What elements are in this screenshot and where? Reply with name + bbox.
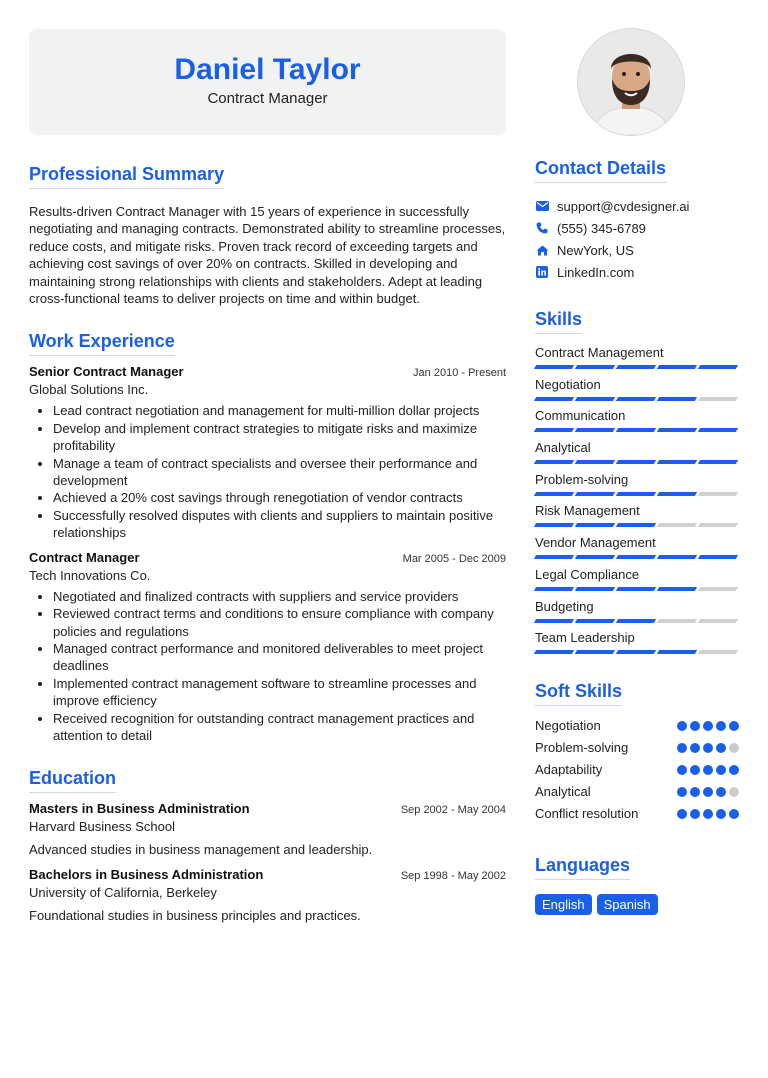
job-bullets (29, 402, 506, 541)
skill-level-segment (698, 650, 738, 654)
skill-item (535, 407, 739, 439)
job-bullet: • Manage a team of contract specialists and oversee their performance and development (53, 455, 506, 490)
job-bullet: • Negotiated and finalized contracts with suppliers and service providers (53, 588, 506, 605)
job-company: Global Solutions Inc. (29, 382, 149, 398)
skill-item (535, 502, 739, 534)
avatar-portrait (578, 29, 684, 135)
main-column (29, 164, 506, 923)
rating-dot (703, 743, 713, 753)
skill-level-bar (535, 492, 739, 496)
skill-item (535, 566, 739, 598)
skill-item (535, 439, 739, 471)
skill-level-segment (575, 619, 615, 623)
job-entry (29, 550, 506, 745)
skill-level-segment (657, 460, 697, 464)
contact-location-text: NewYork, US (557, 242, 634, 258)
rating-dot (703, 809, 713, 819)
skill-level-segment (657, 587, 697, 591)
skill-level-segment (534, 397, 574, 401)
soft-skill-item (535, 803, 739, 825)
resume-header (29, 29, 506, 135)
skill-level-segment (575, 523, 615, 527)
skill-level-segment (657, 365, 697, 369)
summary-heading: Professional Summary (29, 164, 224, 189)
contact-location (535, 239, 739, 261)
soft-skill-item (535, 781, 739, 803)
rating-dot (716, 787, 726, 797)
soft-skills-heading: Soft Skills (535, 681, 622, 706)
languages-list (535, 894, 739, 915)
education-date: Sep 1998 - May 2002 (400, 870, 506, 883)
soft-skill-label: Conflict resolution (535, 806, 639, 822)
skill-level-bar (535, 619, 739, 623)
rating-dot (716, 809, 726, 819)
rating-dot (716, 743, 726, 753)
job-bullet: • Reviewed contract terms and conditions to ensure compliance with company policies and regulations (53, 605, 506, 640)
soft-skills-list (535, 715, 739, 825)
skill-level-segment (698, 428, 738, 432)
skill-level-segment (575, 460, 615, 464)
soft-skill-label: Problem-solving (535, 740, 629, 756)
skill-item (535, 376, 739, 408)
skill-level-segment (534, 523, 574, 527)
skill-label: Contract Management (535, 345, 664, 360)
skill-level-segment (575, 428, 615, 432)
candidate-title: Contract Manager (207, 90, 328, 107)
job-role: Contract Manager (29, 549, 140, 565)
skill-level-bar (535, 650, 739, 654)
job-bullet: • Successfully resolved disputes with clients and suppliers to maintain positive relationships (53, 507, 506, 542)
rating-dot (690, 743, 700, 753)
skill-label: Budgeting (535, 598, 594, 614)
education-date: Sep 2002 - May 2004 (400, 804, 506, 817)
job-bullet: • Lead contract negotiation and management for multi-million dollar projects (53, 402, 506, 419)
skill-label: Vendor Management (535, 535, 656, 551)
contact-phone[interactable] (535, 217, 739, 239)
skill-level-segment (657, 555, 697, 559)
skill-level-segment (698, 555, 738, 559)
skill-level-segment (575, 397, 615, 401)
skill-level-segment (616, 397, 656, 401)
skill-level-segment (616, 365, 656, 369)
experience-section (29, 331, 506, 744)
contact-heading: Contact Details (535, 158, 667, 183)
job-bullet: • Develop and implement contract strategies to mitigate risks and maximize profitability (53, 420, 506, 455)
skill-level-segment (698, 523, 738, 527)
rating-dot (677, 743, 687, 753)
skill-level-segment (616, 428, 656, 432)
skill-level-segment (575, 587, 615, 591)
skill-level-segment (534, 587, 574, 591)
skill-item (535, 598, 739, 630)
skill-label: Team Leadership (535, 630, 635, 646)
skill-level-segment (575, 650, 615, 654)
skill-level-segment (616, 555, 656, 559)
education-description: Advanced studies in business management and leadership. (29, 842, 373, 858)
skill-level-bar (535, 460, 739, 464)
summary-text: Results-driven Contract Manager with 15 years of experience in successfully negotiating and managing contracts. Demonstrated ability to streamline processes, reduce costs, and mitigate risks. Proven track record of exceeding targets and achieving cost savings of over 20% on contracts. Skilled in developing and maintaining strong relationships with clients and stakeholders. Adept at leading cross-functional teams to deliver projects on time and within budget. (29, 204, 506, 307)
rating-dot (729, 765, 739, 775)
degree: Bachelors in Business Administration (29, 867, 264, 883)
skill-level-segment (575, 555, 615, 559)
rating-dot (716, 721, 726, 731)
job-entry (29, 364, 506, 541)
soft-skill-label: Analytical (535, 784, 591, 800)
rating-dot (729, 743, 739, 753)
job-date: Jan 2010 - Present (413, 367, 506, 380)
skill-level-segment (698, 492, 738, 496)
skill-level-segment (657, 619, 697, 623)
skill-label: Analytical (535, 440, 591, 456)
candidate-name: Daniel Taylor (174, 53, 361, 86)
skill-level-bar (535, 428, 739, 432)
rating-dot (703, 721, 713, 731)
rating-dot (690, 787, 700, 797)
rating-dot (729, 721, 739, 731)
languages-heading: Languages (535, 855, 630, 880)
linkedin-icon (535, 265, 549, 279)
soft-skill-label: Negotiation (535, 718, 601, 734)
profile-photo (577, 28, 685, 136)
skill-label: Problem-solving (535, 471, 629, 487)
skill-level-segment (616, 460, 656, 464)
skill-level-segment (534, 650, 574, 654)
job-bullet: • Achieved a 20% cost savings through renegotiation of vendor contracts (53, 489, 506, 506)
skill-level-segment (698, 365, 738, 369)
skill-label: Negotiation (535, 376, 601, 392)
education-entry (29, 801, 506, 857)
skill-level-bar (535, 555, 739, 559)
school: Harvard Business School (29, 819, 175, 835)
job-bullets (29, 588, 506, 745)
skill-level-bar (535, 397, 739, 401)
rating-dot (703, 765, 713, 775)
degree: Masters in Business Administration (29, 801, 250, 817)
rating-dot (677, 721, 687, 731)
skill-level-segment (657, 397, 697, 401)
job-date: Mar 2005 - Dec 2009 (402, 552, 506, 565)
skill-level-segment (698, 619, 738, 623)
skill-item (535, 344, 739, 376)
contact-phone-text: (555) 345-6789 (557, 220, 646, 236)
contact-email[interactable] (535, 195, 739, 217)
soft-skill-rating (677, 809, 739, 819)
skill-level-segment (657, 428, 697, 432)
skill-level-segment (616, 492, 656, 496)
language-badge: Spanish (597, 894, 658, 915)
job-role: Senior Contract Manager (29, 364, 184, 380)
soft-skill-item (535, 759, 739, 781)
skill-level-bar (535, 365, 739, 369)
skill-level-segment (575, 492, 615, 496)
soft-skill-item (535, 737, 739, 759)
soft-skill-item (535, 715, 739, 737)
experience-heading: Work Experience (29, 331, 175, 356)
skill-label: Risk Management (535, 503, 640, 519)
skill-item (535, 471, 739, 503)
sidebar-column (535, 158, 739, 915)
contact-linkedin-text: LinkedIn.com (557, 264, 635, 280)
rating-dot (690, 765, 700, 775)
rating-dot (729, 809, 739, 819)
job-company: Tech Innovations Co. (29, 567, 151, 583)
skill-level-segment (616, 619, 656, 623)
contact-email-text: support@cvdesigner.ai (557, 198, 690, 214)
education-section (29, 768, 506, 923)
skill-item (535, 534, 739, 566)
skill-level-bar (535, 587, 739, 591)
skill-level-segment (616, 587, 656, 591)
skill-label: Legal Compliance (535, 566, 640, 582)
job-bullet: • Managed contract performance and monitored deliverables to meet project deadlines (53, 640, 506, 675)
education-entry (29, 867, 506, 923)
rating-dot (690, 809, 700, 819)
language-badge: English (535, 894, 592, 915)
skill-level-segment (534, 492, 574, 496)
rating-dot (690, 721, 700, 731)
soft-skill-rating (677, 765, 739, 775)
skill-level-segment (657, 523, 697, 527)
skill-level-segment (534, 365, 574, 369)
soft-skill-rating (677, 721, 739, 731)
skill-level-segment (698, 397, 738, 401)
skill-level-segment (616, 523, 656, 527)
rating-dot (716, 765, 726, 775)
rating-dot (677, 809, 687, 819)
job-bullet: • Received recognition for outstanding contract management practices and attention to detail (53, 710, 506, 745)
skill-level-segment (657, 492, 697, 496)
soft-skill-rating (677, 787, 739, 797)
skill-level-segment (616, 650, 656, 654)
skill-level-segment (534, 460, 574, 464)
rating-dot (729, 787, 739, 797)
skills-heading: Skills (535, 309, 582, 334)
skill-level-segment (534, 619, 574, 623)
home-icon (535, 243, 549, 257)
school: University of California, Berkeley (29, 885, 217, 901)
skill-level-segment (534, 555, 574, 559)
contact-list (535, 195, 739, 283)
education-description: Foundational studies in business principles and practices. (29, 908, 361, 924)
rating-dot (677, 765, 687, 775)
skill-item (535, 629, 739, 661)
skill-level-bar (535, 523, 739, 527)
skill-label: Communication (535, 408, 626, 424)
skill-level-segment (698, 460, 738, 464)
envelope-icon (535, 199, 549, 213)
soft-skill-rating (677, 743, 739, 753)
skills-list (535, 344, 739, 661)
contact-linkedin[interactable] (535, 261, 739, 283)
rating-dot (703, 787, 713, 797)
skill-level-segment (698, 587, 738, 591)
skill-level-segment (575, 365, 615, 369)
phone-icon (535, 221, 549, 235)
education-heading: Education (29, 768, 116, 793)
rating-dot (677, 787, 687, 797)
soft-skill-label: Adaptability (535, 762, 603, 778)
skill-level-segment (657, 650, 697, 654)
job-bullet: • Implemented contract management software to streamline processes and improve efficiency (53, 675, 506, 710)
skill-level-segment (534, 428, 574, 432)
